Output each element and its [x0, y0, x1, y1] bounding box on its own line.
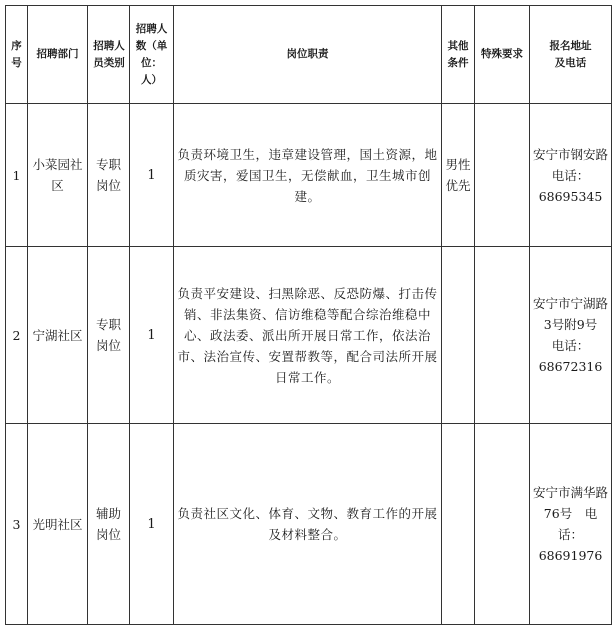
cell-other: 男性优先 — [442, 104, 475, 247]
cell-seq: 1 — [6, 104, 28, 247]
cell-dept: 宁湖社区 — [28, 247, 88, 424]
cell-count: 1 — [130, 247, 174, 424]
header-dept: 招聘部门 — [28, 6, 88, 104]
cell-special — [475, 424, 530, 625]
header-other: 其他条件 — [442, 6, 475, 104]
cell-other — [442, 247, 475, 424]
cell-category: 专职岗位 — [88, 247, 130, 424]
header-duties: 岗位职责 — [174, 6, 442, 104]
table-row — [6, 247, 612, 424]
recruitment-table — [5, 5, 612, 625]
cell-seq: 3 — [6, 424, 28, 625]
cell-address: 安宁市宁湖路3号附9号 电话：68672316 — [530, 247, 612, 424]
cell-dept: 光明社区 — [28, 424, 88, 625]
header-count: 招聘人数（单位：人） — [130, 6, 174, 104]
header-seq: 序号 — [6, 6, 28, 104]
cell-duties: 负责社区文化、体育、文物、教育工作的开展及材料整合。 — [174, 424, 442, 625]
cell-duties: 负责平安建设、扫黑除恶、反恐防爆、打击传销、非法集资、信访维稳等配合综治维稳中心、政法委、派出所开展日常工作，依法治市、法治宣传、安置帮教等，配合司法所开展日常工作。 — [174, 247, 442, 424]
cell-dept: 小菜园社区 — [28, 104, 88, 247]
table-row — [6, 424, 612, 625]
table-header-row — [6, 6, 612, 104]
cell-special — [475, 104, 530, 247]
header-address: 报名地址及电话 — [530, 6, 612, 104]
cell-special — [475, 247, 530, 424]
cell-category: 专职岗位 — [88, 104, 130, 247]
cell-count: 1 — [130, 104, 174, 247]
cell-other — [442, 424, 475, 625]
cell-category: 辅助岗位 — [88, 424, 130, 625]
cell-address: 安宁市钢安路电话：68695345 — [530, 104, 612, 247]
cell-address: 安宁市满华路76号 电话：68691976 — [530, 424, 612, 625]
cell-count: 1 — [130, 424, 174, 625]
header-category: 招聘人员类别 — [88, 6, 130, 104]
header-special: 特殊要求 — [475, 6, 530, 104]
table-row — [6, 104, 612, 247]
cell-duties: 负责环境卫生，违章建设管理，国土资源，地质灾害，爱国卫生，无偿献血，卫生城市创建。 — [174, 104, 442, 247]
cell-seq: 2 — [6, 247, 28, 424]
